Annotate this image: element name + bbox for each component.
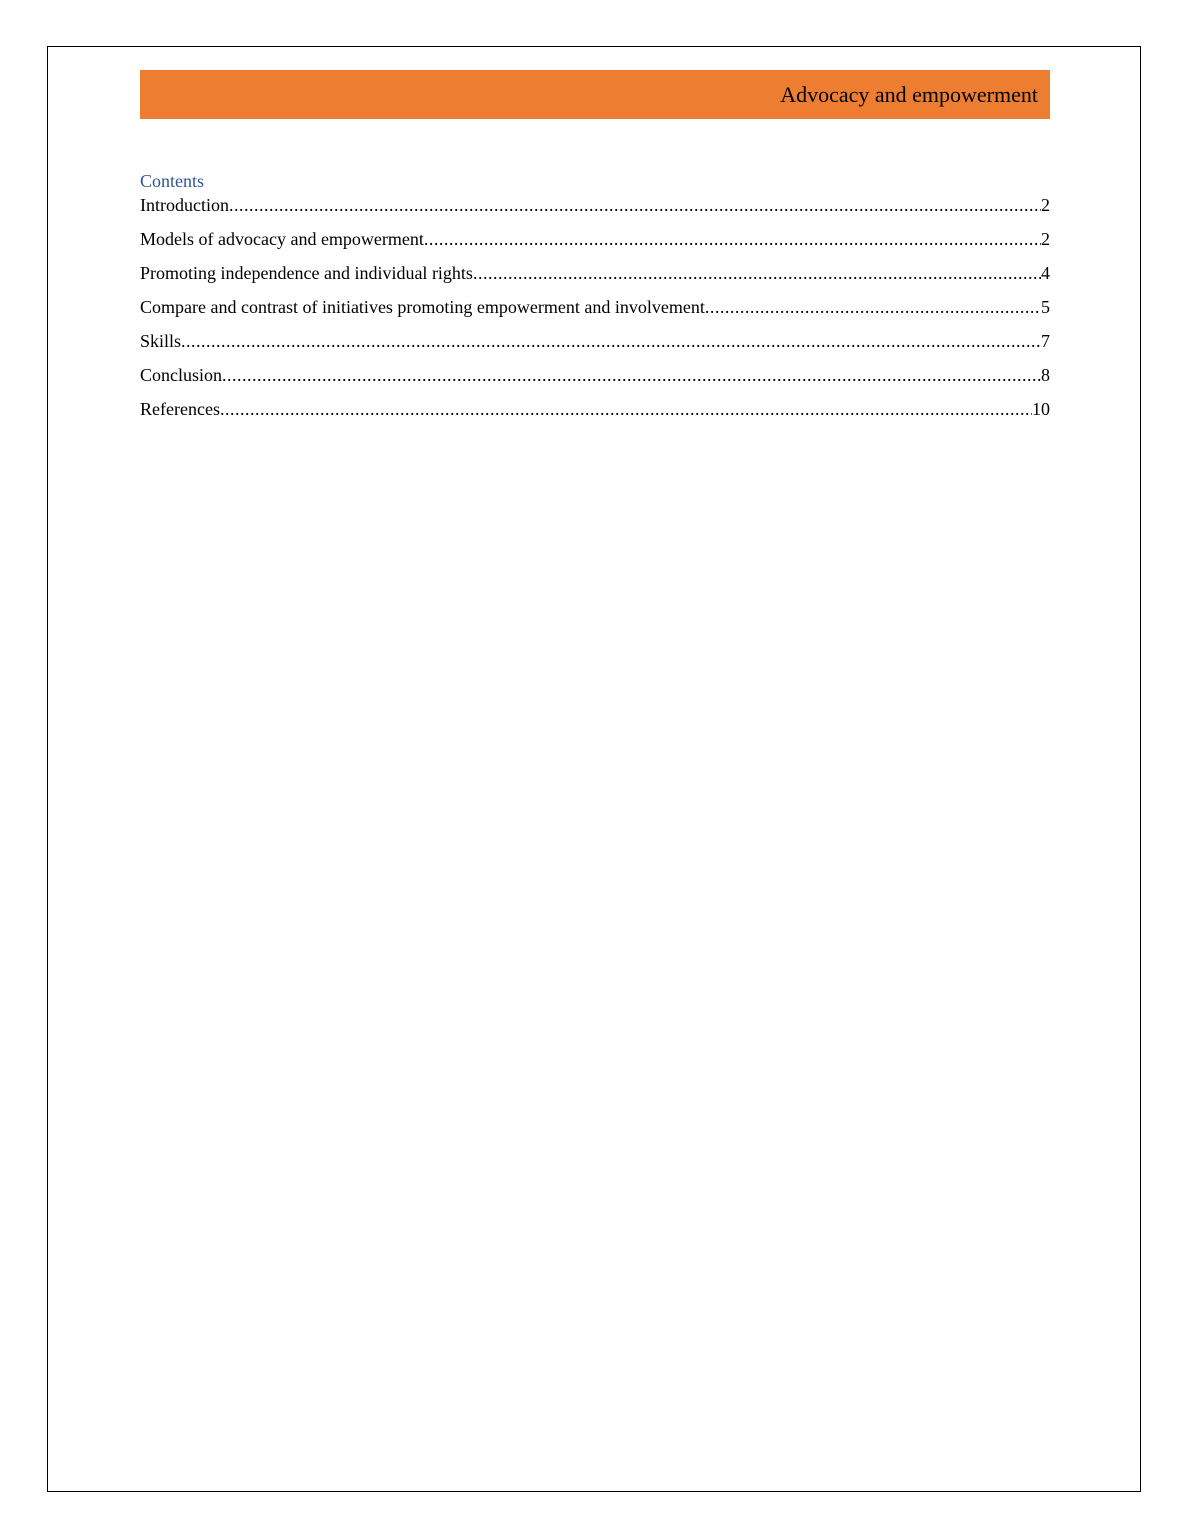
toc-entry-page: 5 bbox=[1041, 297, 1050, 317]
toc-dot-leader bbox=[220, 397, 1032, 421]
toc-entry-references[interactable] bbox=[140, 397, 1050, 431]
toc-dot-leader bbox=[705, 295, 1041, 319]
toc-entry-label: Skills bbox=[140, 331, 182, 351]
toc-dot-leader bbox=[181, 329, 1041, 353]
toc-dot-leader bbox=[473, 261, 1041, 285]
toc-entry-label: Compare and contrast of initiatives promoting empowerment and involvement bbox=[140, 297, 705, 317]
toc-entry-page: 8 bbox=[1041, 365, 1050, 385]
toc-dot-leader bbox=[229, 193, 1041, 217]
toc-entry-skills[interactable] bbox=[140, 329, 1050, 363]
toc-entry-models[interactable] bbox=[140, 227, 1050, 261]
document-title: Advocacy and empowerment bbox=[780, 81, 1038, 107]
toc-entry-page: 4 bbox=[1041, 263, 1050, 283]
toc-list bbox=[140, 193, 1050, 431]
toc-dot-leader bbox=[424, 227, 1041, 251]
toc-entry-page: 2 bbox=[1041, 195, 1050, 215]
toc-entry-page: 10 bbox=[1032, 399, 1050, 419]
toc-entry-conclusion[interactable] bbox=[140, 363, 1050, 397]
toc-entry-page: 7 bbox=[1041, 331, 1050, 351]
toc-heading: Contents bbox=[140, 171, 205, 191]
header-bar bbox=[140, 70, 1050, 119]
toc-entry-compare-contrast[interactable] bbox=[140, 295, 1050, 329]
toc-dot-leader bbox=[222, 363, 1041, 387]
toc-entry-label: Conclusion bbox=[140, 365, 223, 385]
toc-entry-label: Promoting independence and individual rights bbox=[140, 263, 473, 283]
table-of-contents bbox=[140, 169, 1050, 431]
toc-entry-label: Models of advocacy and empowerment bbox=[140, 229, 424, 249]
toc-entry-promoting-independence[interactable] bbox=[140, 261, 1050, 295]
toc-entry-introduction[interactable] bbox=[140, 193, 1050, 227]
toc-entry-label: References bbox=[140, 399, 220, 419]
toc-entry-label: Introduction bbox=[140, 195, 229, 215]
toc-entry-page: 2 bbox=[1041, 229, 1050, 249]
